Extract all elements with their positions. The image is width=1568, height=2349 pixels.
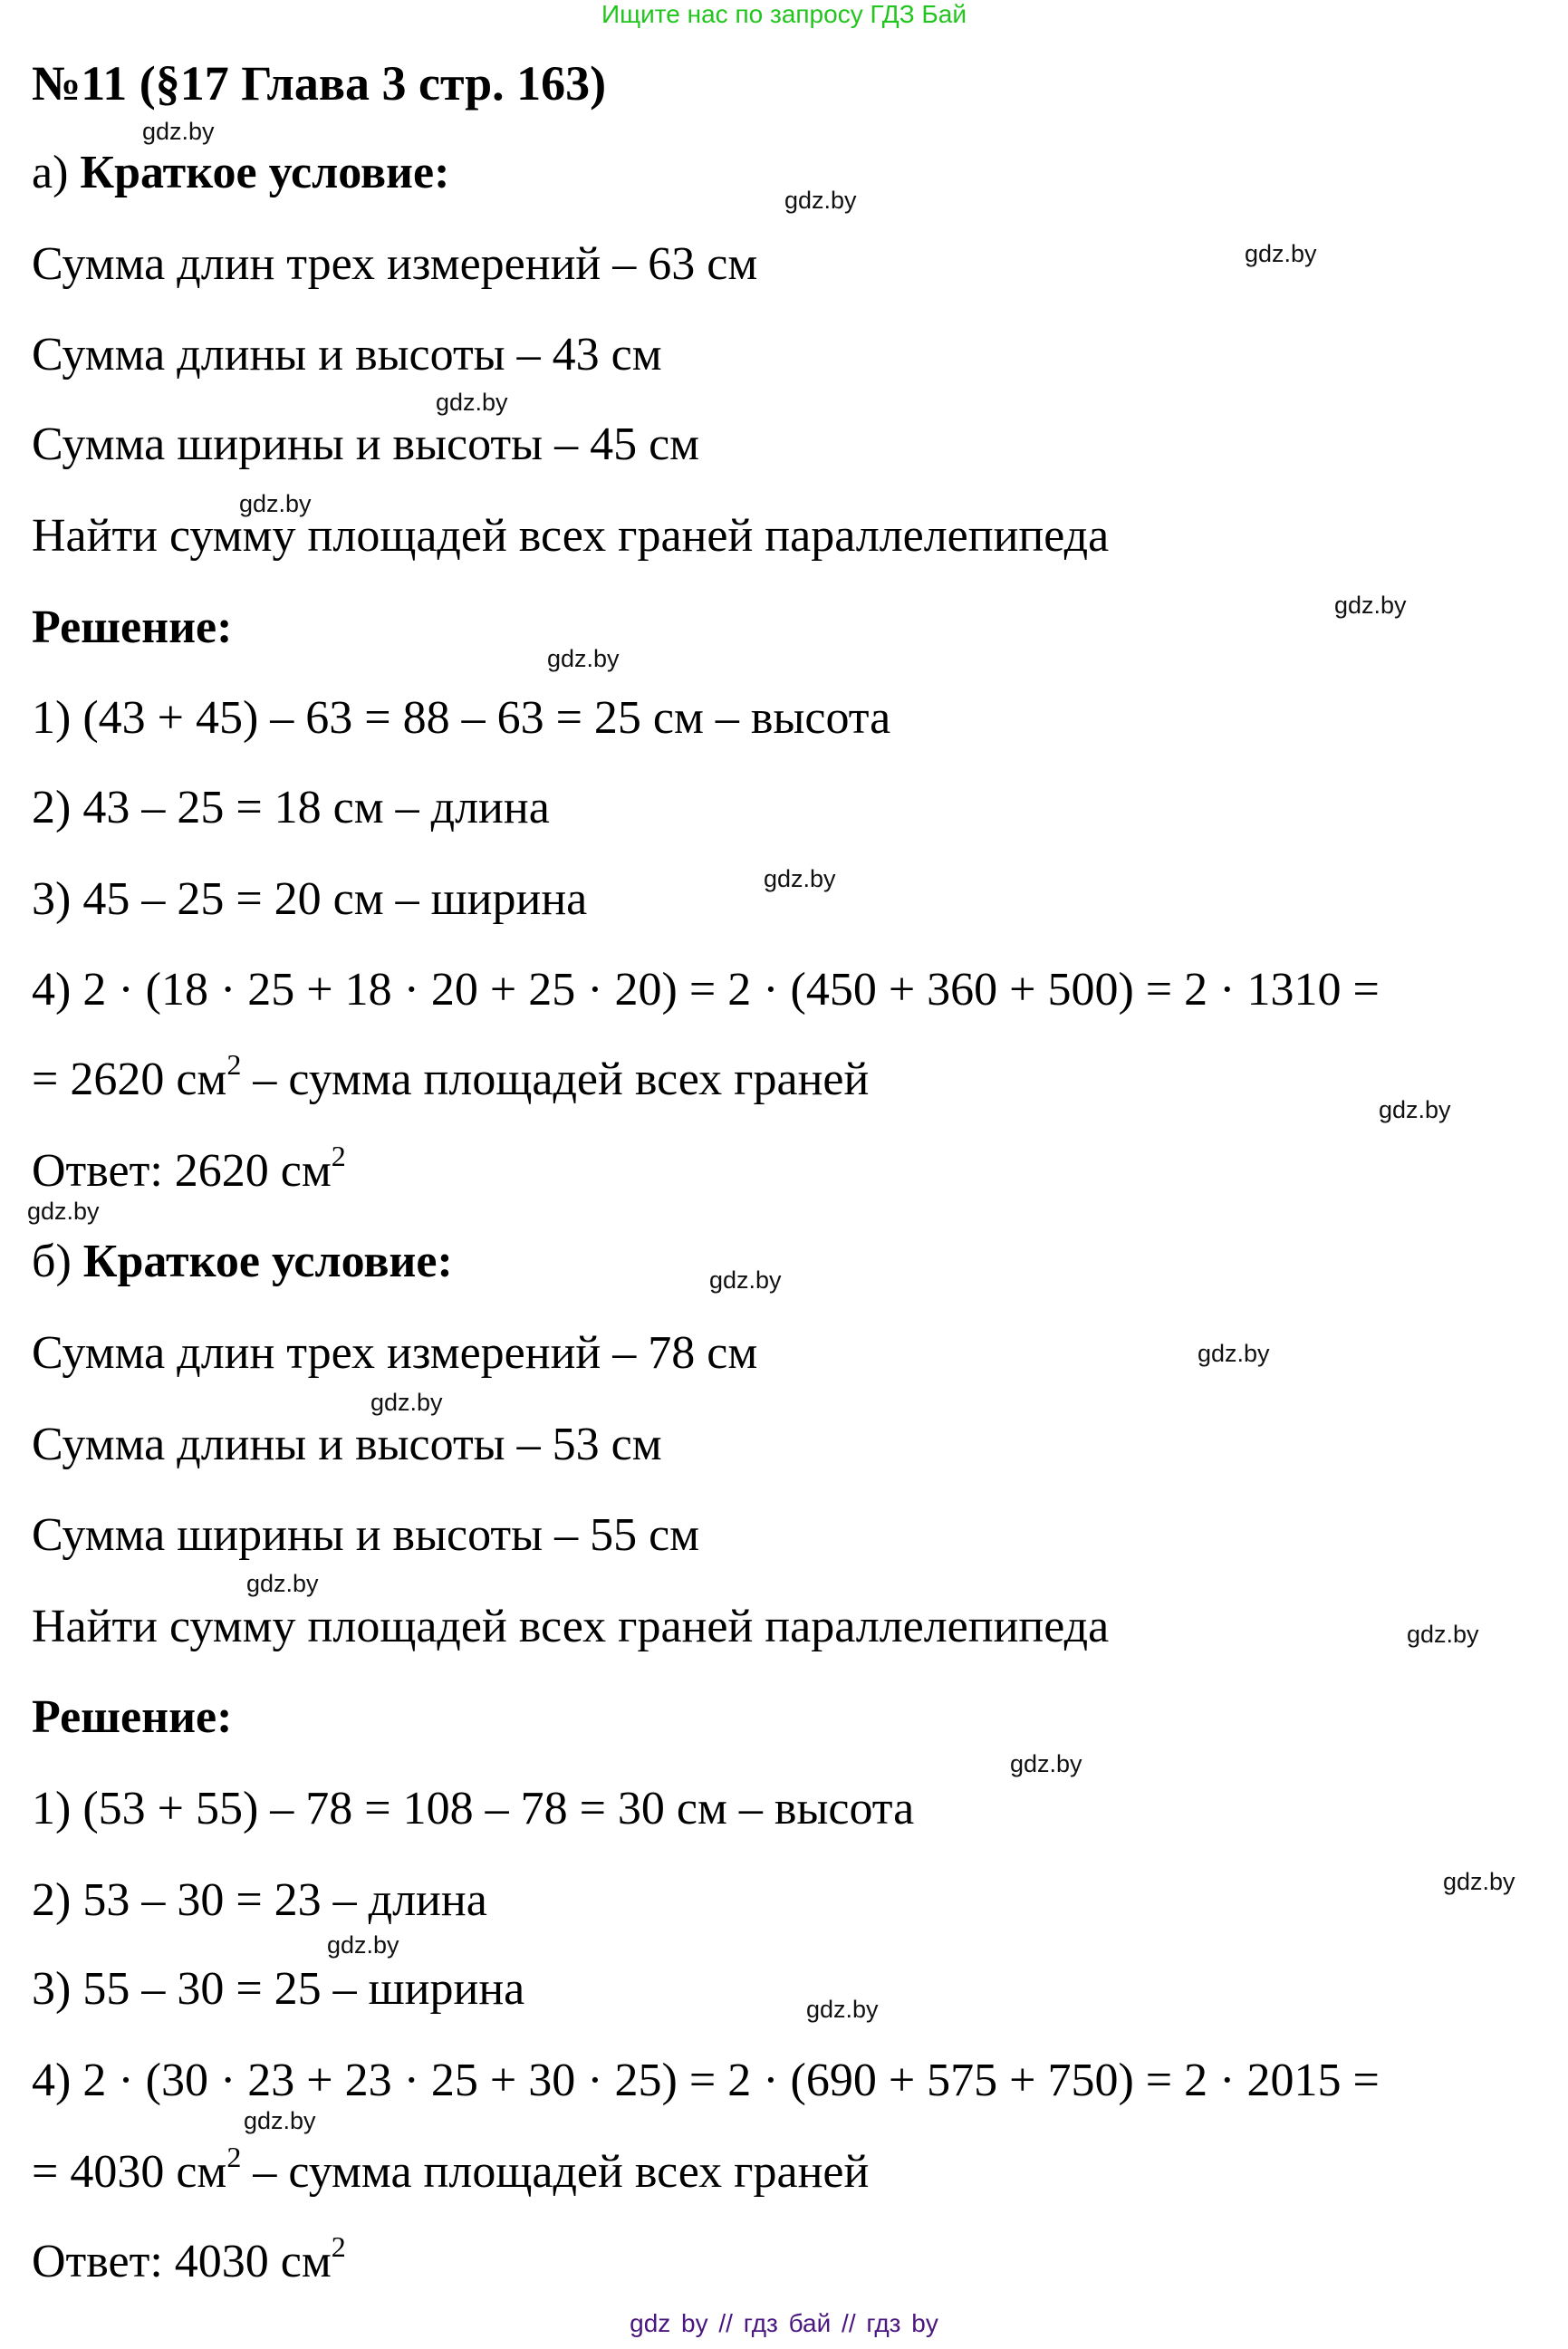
part-a-condition: Сумма ширины и высоты – 45 см: [32, 419, 700, 470]
part-b-step: 4) 2 · (30 · 23 + 23 · 25 + 30 · 25) = 2 · (690 + 575 + 750) = 2 · 2015 =: [32, 2055, 1380, 2106]
part-a-result: [32, 1048, 870, 1112]
footer-links[interactable]: gdz by // гдз бай // гдз by: [630, 2309, 938, 2337]
solution-heading-text: Решение:: [32, 1691, 233, 1743]
part-a-condition: Сумма длины и высоты – 43 см: [32, 329, 662, 380]
part-b-answer: [32, 2230, 346, 2294]
watermark: gdz.by: [1245, 240, 1317, 267]
part-b-result: [32, 2141, 870, 2204]
part-b-condition: Сумма длины и высоты – 53 см: [32, 1419, 662, 1470]
part-b-heading: [32, 1235, 453, 1289]
part-a-condition: Найти сумму площадей всех граней параллелепипеда: [32, 510, 1110, 562]
watermark: gdz.by: [327, 1931, 399, 1959]
superscript: 2: [226, 1048, 242, 1081]
watermark: gdz.by: [709, 1266, 782, 1294]
solution-heading-text: Решение:: [32, 602, 233, 653]
part-a-step: 2) 43 – 25 = 18 см – длина: [32, 782, 550, 833]
part-a-heading: [32, 146, 449, 200]
watermark: gdz.by: [1334, 592, 1407, 619]
page-title: №11 (§17 Глава 3 стр. 163): [32, 56, 607, 111]
part-a-heading-text: Краткое условие:: [80, 147, 450, 198]
result-suffix: – сумма площадей всех граней: [241, 2146, 870, 2198]
watermark: gdz.by: [1443, 1868, 1515, 1895]
search-promo-banner: Ищите нас по запросу ГДЗ Бай: [601, 0, 967, 28]
part-a-answer: [32, 1140, 346, 1203]
part-b-condition: Сумма ширины и высоты – 55 см: [32, 1509, 700, 1561]
watermark: gdz.by: [27, 1198, 100, 1225]
part-a-step: 4) 2 · (18 · 25 + 18 · 20 + 25 · 20) = 2 · (450 + 360 + 500) = 2 · 1310 =: [32, 964, 1380, 1016]
watermark: gdz.by: [246, 1570, 319, 1597]
watermark: gdz.by: [547, 645, 620, 672]
watermark: gdz.by: [1379, 1096, 1451, 1123]
watermark: gdz.by: [370, 1389, 443, 1416]
part-a-label: а): [32, 147, 69, 198]
part-a-step: 3) 45 – 25 = 20 см – ширина: [32, 873, 588, 925]
watermark: gdz.by: [764, 865, 836, 892]
watermark: gdz.by: [436, 389, 508, 416]
part-b-heading-text: Краткое условие:: [82, 1236, 453, 1287]
watermark: gdz.by: [1010, 1750, 1082, 1777]
watermark: gdz.by: [244, 2107, 316, 2134]
part-b-label: б): [32, 1236, 72, 1287]
watermark: gdz.by: [1198, 1340, 1270, 1367]
part-b-step: 3) 55 – 30 = 25 – ширина: [32, 1963, 525, 2015]
superscript: 2: [331, 1140, 346, 1172]
part-a-condition: Сумма длин трех измерений – 63 см: [32, 238, 758, 290]
answer-prefix: Ответ: 4030 см: [32, 2236, 332, 2287]
superscript: 2: [331, 2230, 346, 2263]
part-b-condition: Сумма длин трех измерений – 78 см: [32, 1327, 758, 1379]
part-b-condition: Найти сумму площадей всех граней параллелепипеда: [32, 1601, 1110, 1652]
part-b-step: 1) (53 + 55) – 78 = 108 – 78 = 30 см – высота: [32, 1783, 915, 1834]
part-b-solution-heading: [32, 1690, 232, 1745]
result-suffix: – сумма площадей всех граней: [241, 1054, 870, 1105]
part-b-step: 2) 53 – 30 = 23 – длина: [32, 1874, 487, 1926]
result-prefix: = 4030 см: [32, 2146, 227, 2198]
superscript: 2: [226, 2141, 242, 2173]
result-prefix: = 2620 см: [32, 1054, 227, 1105]
part-a-solution-heading: [32, 601, 232, 655]
watermark: gdz.by: [142, 118, 215, 145]
part-a-step: 1) (43 + 45) – 63 = 88 – 63 = 25 см – высота: [32, 692, 891, 744]
watermark: gdz.by: [239, 490, 312, 517]
watermark: gdz.by: [784, 187, 857, 214]
watermark: gdz.by: [1407, 1621, 1479, 1648]
answer-prefix: Ответ: 2620 см: [32, 1145, 332, 1197]
watermark: gdz.by: [806, 1996, 879, 2023]
